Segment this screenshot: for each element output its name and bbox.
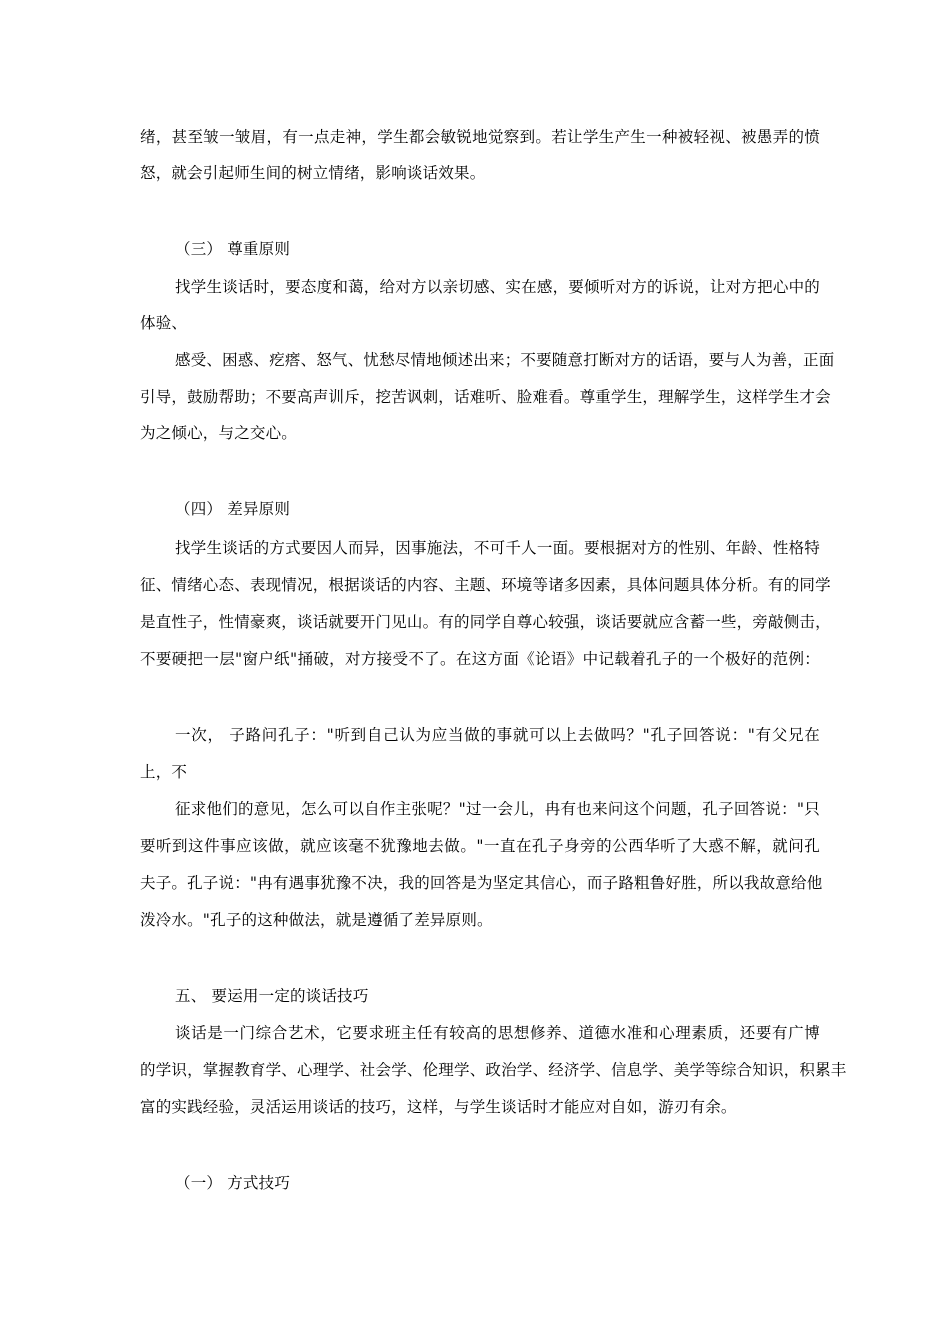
paragraph-line: 上，不 [140, 763, 188, 781]
paragraph-line: 不要硬把一层"窗户纸"捅破，对方接受不了。在这方面《论语》中记载着孔子的一个极好的范例： [140, 650, 820, 668]
paragraph-line: 体验、 [140, 314, 188, 332]
section-heading: （四） 差异原则 [175, 500, 291, 518]
paragraph-line: 找学生谈话的方式要因人而异，因事施法，不可千人一面。要根据对方的性别、年龄、性格特 [175, 539, 820, 557]
paragraph-line: 引导，鼓励帮助；不要高声训斥，挖苦讽刺，话难听、脸难看。尊重学生，理解学生，这样学生才会 [140, 388, 831, 406]
paragraph-line: 要听到这件事应该做，就应该毫不犹豫地去做。"一直在孔子身旁的公西华听了大惑不解，就问孔 [140, 837, 820, 855]
paragraph-line: 富的实践经验，灵活运用谈话的技巧，这样，与学生谈话时才能应对自如，游刃有余。 [140, 1098, 737, 1116]
paragraph-line: 感受、困惑、疙瘩、怒气、忧愁尽情地倾述出来；不要随意打断对方的话语，要与人为善，正面 [175, 351, 835, 369]
section-heading: （一） 方式技巧 [175, 1174, 291, 1192]
paragraph-line: 谈话是一门综合艺术，它要求班主任有较高的思想修养、道德水准和心理素质，还要有广博 [175, 1024, 820, 1042]
paragraph-line: 的学识，掌握教育学、心理学、社会学、伦理学、政治学、经济学、信息学、美学等综合知识，积累丰 [140, 1061, 847, 1079]
paragraph-line: 泼冷水。"孔子的这种做法，就是遵循了差异原则。 [140, 911, 493, 929]
paragraph-line: 为之倾心，与之交心。 [140, 424, 298, 442]
paragraph-line: 怒，就会引起师生间的树立情绪，影响谈话效果。 [140, 164, 486, 182]
paragraph-line: 夫子。孔子说："冉有遇事犹豫不决，我的回答是为坚定其信心，而子路粗鲁好胜，所以我故意给他 [140, 874, 823, 892]
paragraph-line: 征求他们的意见，怎么可以自作主张呢？"过一会儿，冉有也来问这个问题，孔子回答说："只 [175, 800, 820, 818]
paragraph-line: 绪，甚至皱一皱眉，有一点走神，学生都会敏锐地觉察到。若让学生产生一种被轻视、被愚弄的愤 [140, 128, 820, 146]
section-heading: （三） 尊重原则 [175, 240, 291, 258]
section-heading: 五、 要运用一定的谈话技巧 [175, 987, 369, 1005]
paragraph-line: 找学生谈话时，要态度和蔼，给对方以亲切感、实在感，要倾听对方的诉说，让对方把心中的 [175, 278, 820, 296]
paragraph-line: 是直性子，性情豪爽，谈话就要开门见山。有的同学自尊心较强，谈话要就应含蓄一些，旁敲侧击， [140, 613, 831, 631]
paragraph-line: 一次， 子路问孔子："听到自己认为应当做的事就可以上去做吗？"孔子回答说："有父兄在 [175, 726, 820, 744]
paragraph-line: 征、情绪心态、表现情况，根据谈话的内容、主题、环境等诸多因素，具体问题具体分析。有的同学 [140, 576, 831, 594]
